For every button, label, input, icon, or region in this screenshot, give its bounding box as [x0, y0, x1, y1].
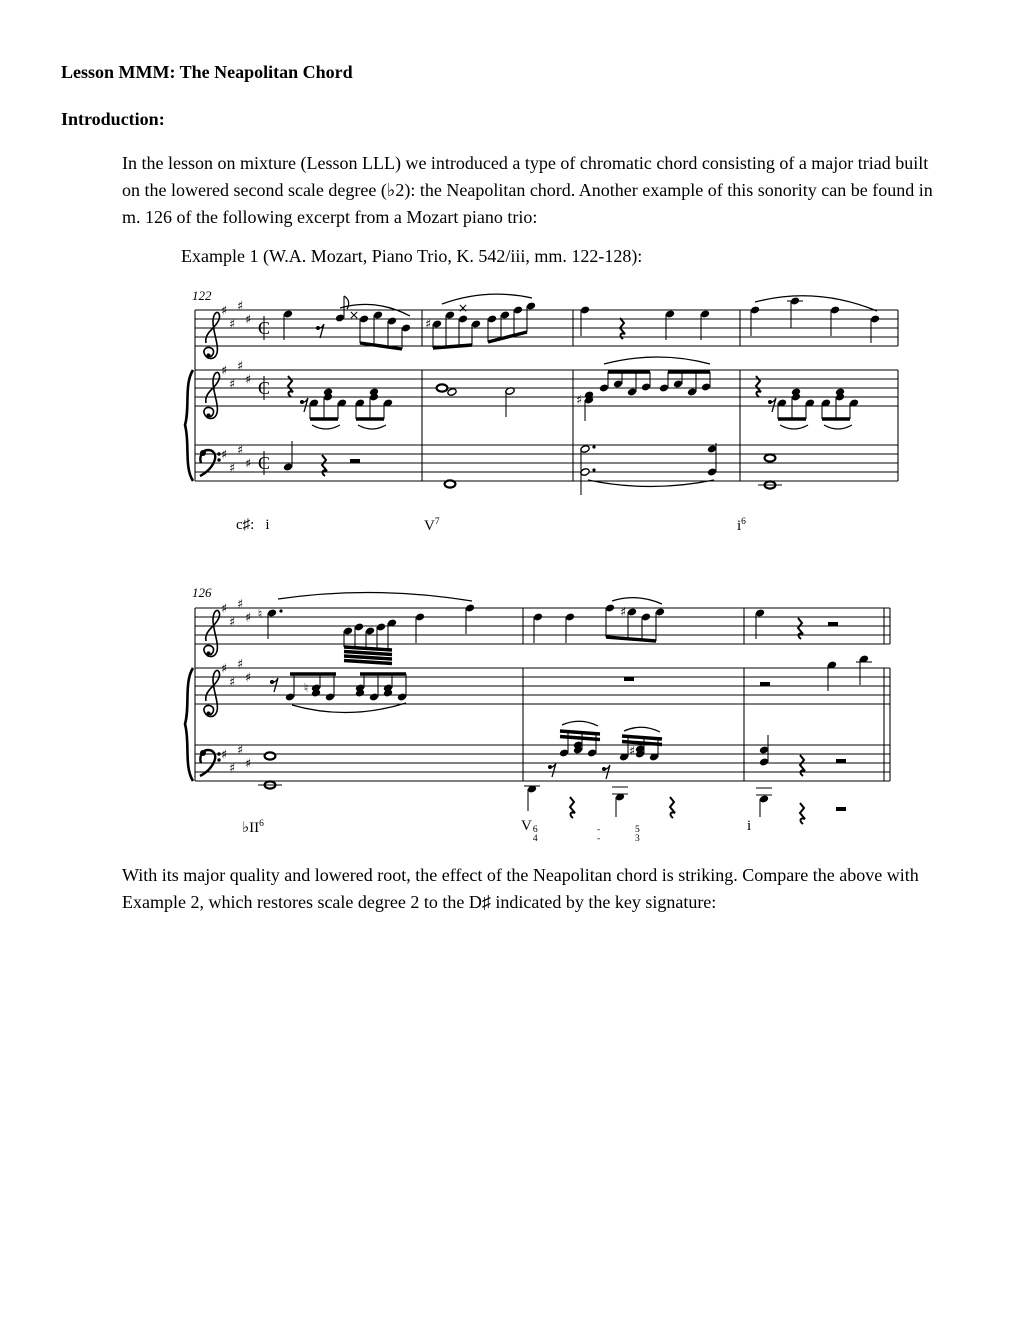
svg-text:×: ×: [348, 307, 360, 322]
violin-notes: [258, 592, 838, 663]
score-system-2: [180, 585, 904, 835]
svg-text:♮: ♮: [303, 680, 309, 695]
svg-text:♯: ♯: [228, 376, 236, 391]
svg-text:♯: ♯: [236, 596, 244, 611]
svg-text:♯: ♯: [244, 755, 252, 771]
svg-text:♯: ♯: [244, 669, 252, 685]
measure-number-126: 126: [192, 585, 212, 600]
svg-text:♯: ♯: [244, 311, 252, 327]
svg-text:♯: ♯: [619, 604, 627, 619]
svg-text:♯: ♯: [244, 609, 252, 625]
analysis-tonic-six: $i^6$: [737, 517, 746, 534]
svg-text:♯: ♯: [220, 446, 228, 462]
svg-text:♯: ♯: [628, 743, 636, 758]
svg-text:♯: ♯: [220, 302, 228, 318]
svg-text:♯: ♯: [220, 362, 228, 378]
svg-text:♯: ♯: [228, 460, 236, 475]
svg-text:♯: ♯: [220, 746, 228, 762]
svg-text:♯: ♯: [228, 316, 236, 331]
analysis-cadential-six-four: V 6 4: [521, 818, 538, 844]
svg-text:♯: ♯: [244, 371, 252, 387]
piano-brace: [185, 668, 193, 781]
svg-text:♯: ♯: [236, 442, 244, 457]
violin-notes: [283, 294, 880, 349]
piano-rh-notes: [288, 357, 859, 429]
analysis-key-and-tonic: c♯: i: [236, 517, 270, 533]
measure-number-122: 122: [192, 288, 212, 303]
svg-text:♯: ♯: [236, 656, 244, 671]
staff-lines: [195, 310, 898, 481]
analysis-neapolitan: $♭II^6$: [242, 819, 264, 836]
svg-text:♯: ♯: [220, 660, 228, 676]
analysis-figure-dashes: - -: [597, 825, 601, 844]
example-caption: Example 1 (W.A. Mozart, Piano Trio, K. 542/iii, mm. 122-128):: [181, 246, 643, 266]
svg-text:C: C: [257, 318, 271, 338]
score-system-1: [180, 288, 904, 533]
piano-lh-notes: [258, 721, 846, 824]
svg-text:♯: ♯: [228, 760, 236, 775]
svg-text:♯: ♯: [575, 392, 583, 407]
svg-text:♯: ♯: [236, 298, 244, 313]
intro-paragraph: In the lesson on mixture (Lesson LLL) we introduced a type of chromatic chord consisting of a major triad built on the lowered second scale degree (♭2): the Neapolitan chord. Another example of this sonority can be found in m. 126 of the following excerpt from a Mozart piano trio:: [122, 153, 933, 227]
svg-text:♮: ♮: [257, 606, 263, 621]
piano-lh-notes: [283, 441, 782, 495]
clefs-and-signatures: [200, 298, 270, 476]
analysis-dominant-seven: $V^7$: [424, 517, 440, 534]
page-title: Lesson MMM: The Neapolitan Chord: [61, 62, 353, 82]
svg-text:♯: ♯: [236, 358, 244, 373]
svg-text:C: C: [257, 453, 271, 473]
svg-text:♯: ♯: [236, 742, 244, 757]
analysis-five-three: 5 3: [635, 825, 640, 844]
svg-text:♯: ♯: [220, 600, 228, 616]
intro-heading: Introduction:: [61, 109, 165, 129]
svg-text:♯: ♯: [424, 316, 432, 331]
analysis-final-tonic: i: [747, 818, 752, 834]
svg-text:♯: ♯: [228, 674, 236, 689]
piano-brace: [185, 370, 193, 481]
svg-text:×: ×: [457, 300, 469, 315]
svg-text:♯: ♯: [244, 455, 252, 471]
closing-paragraph: With its major quality and lowered root, the effect of the Neapolitan chord is striking. Compare the above with Example 2, which restores scale degree 2 to the D♯ indicated by the key signature:: [122, 865, 919, 912]
svg-text:C: C: [257, 378, 271, 398]
staff-lines: [195, 608, 890, 781]
svg-text:♯: ♯: [228, 614, 236, 629]
